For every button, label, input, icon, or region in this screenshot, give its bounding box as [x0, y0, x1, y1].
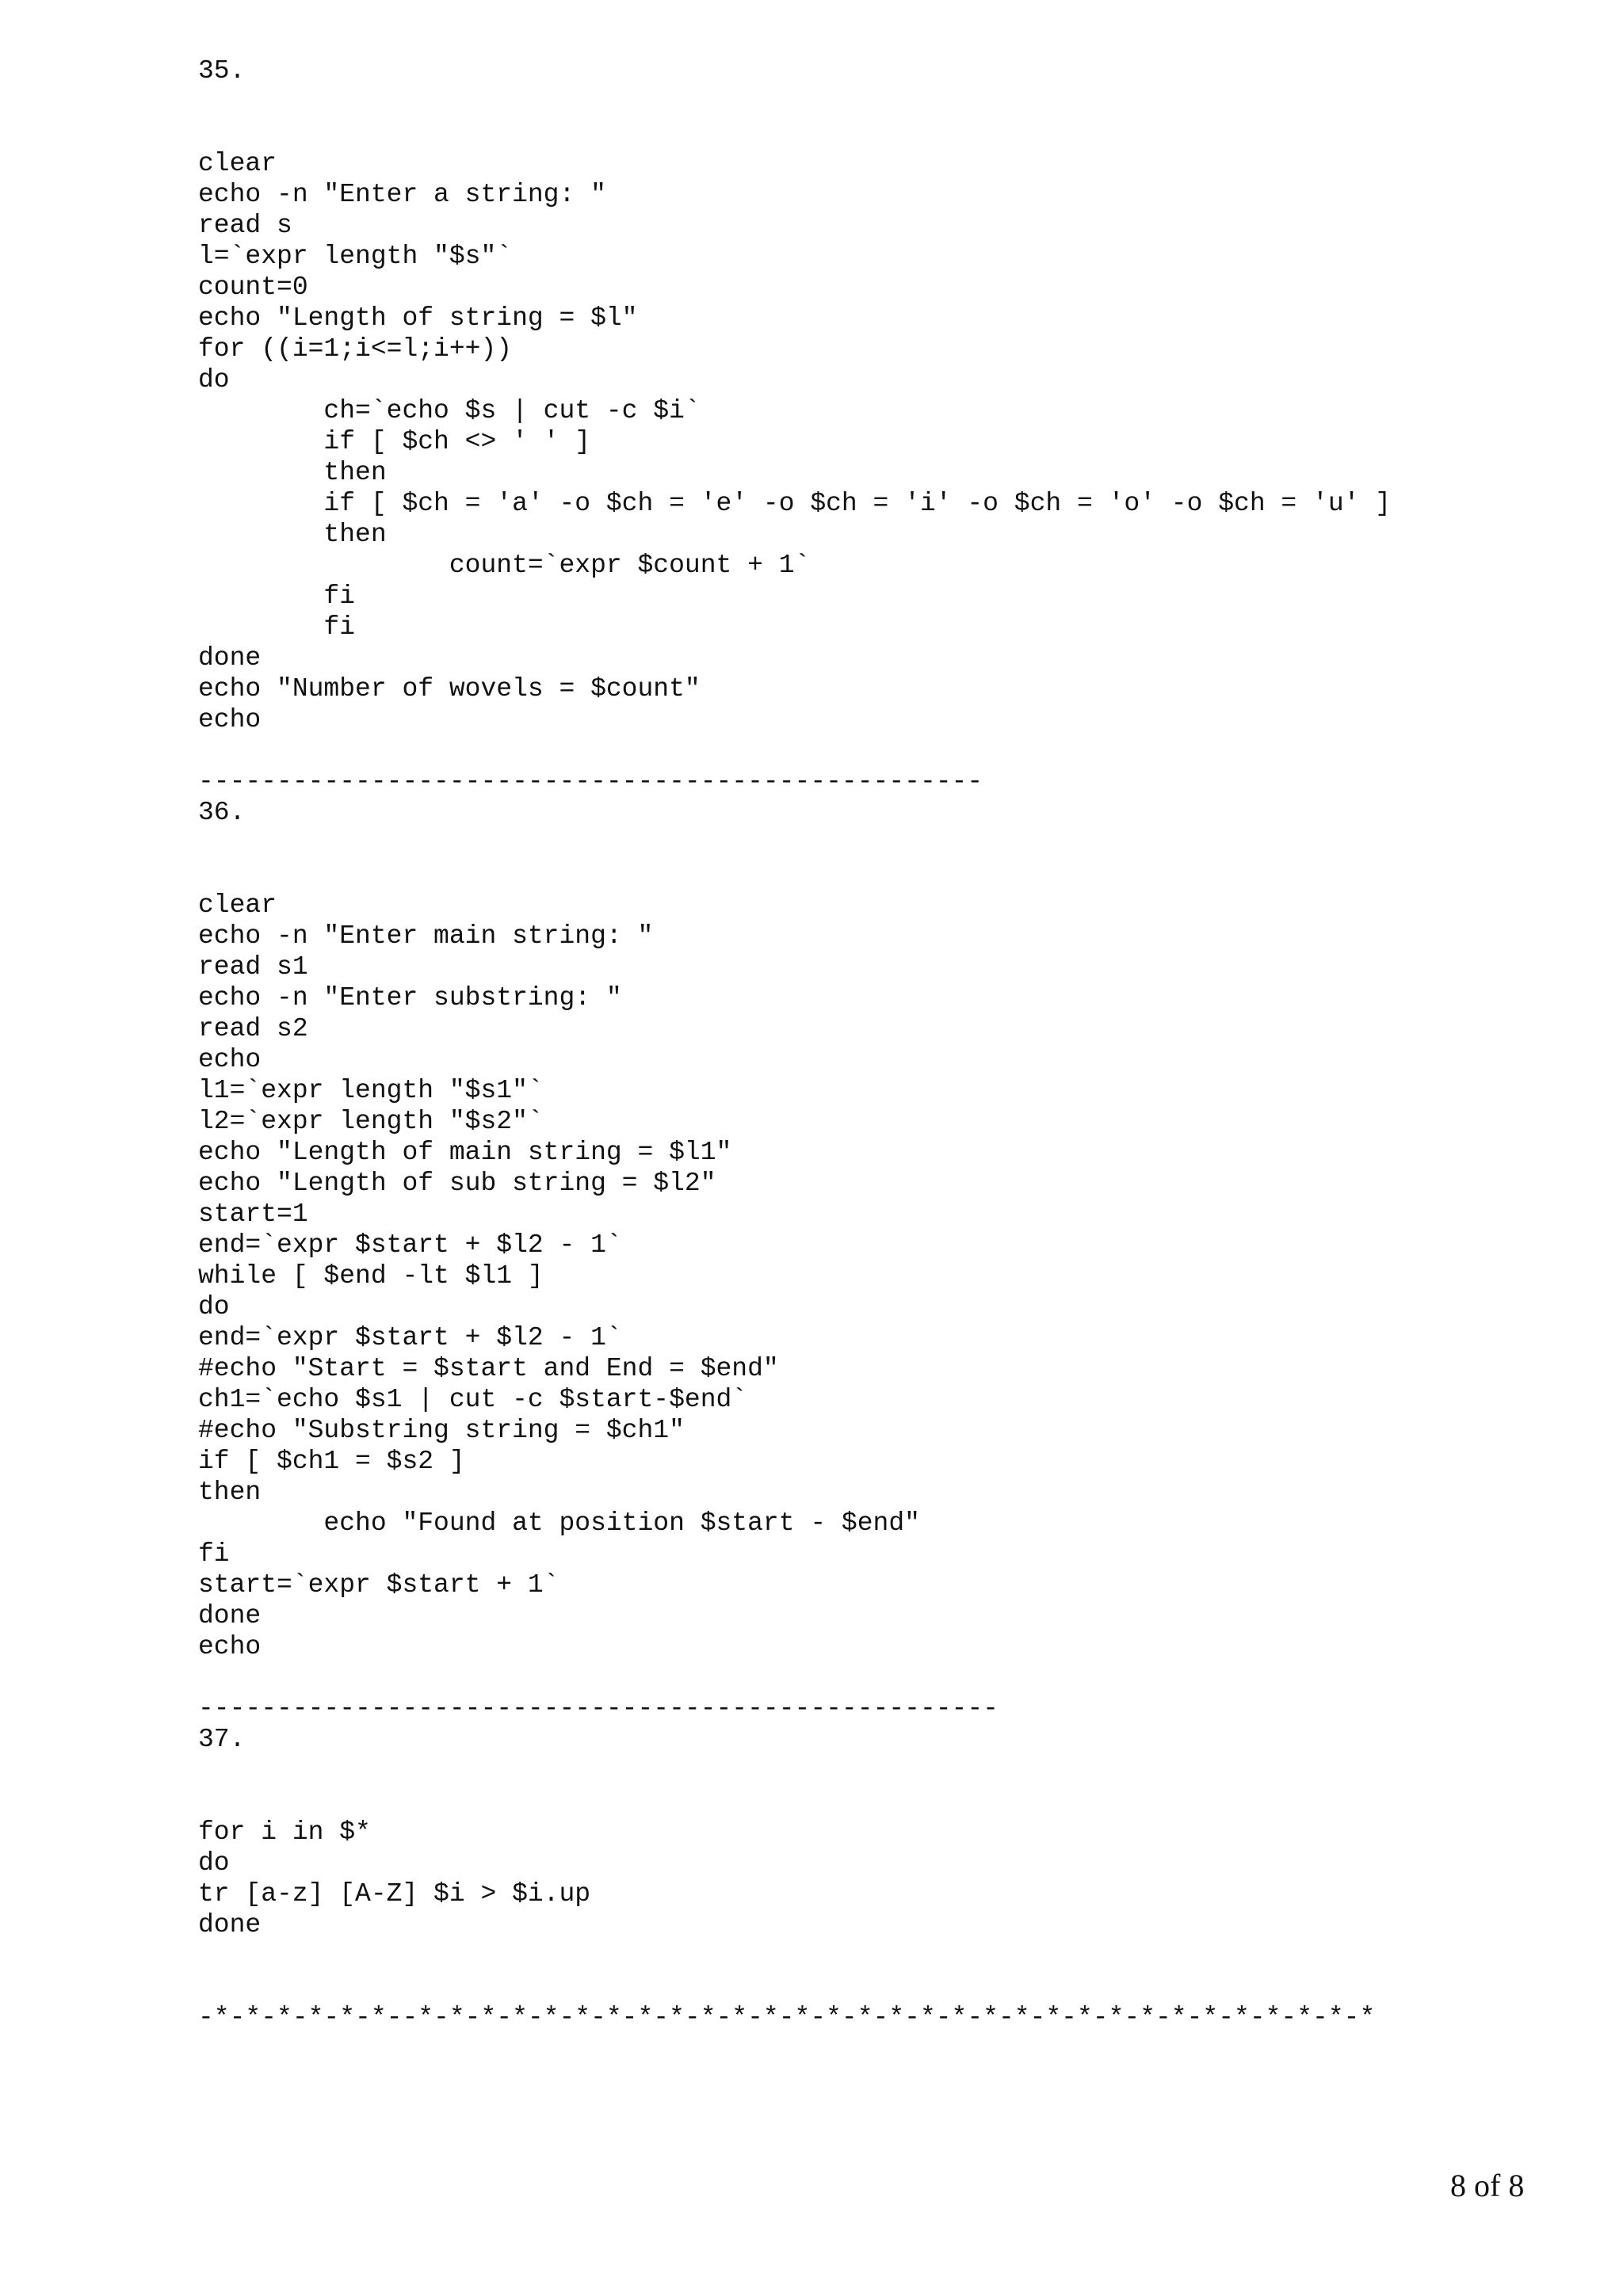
code-line: 35. — [198, 56, 246, 86]
code-line: done — [198, 643, 262, 673]
code-line: for ((i=1;i<=l;i++)) — [198, 334, 513, 364]
code-line: -------------------------------------------------- — [198, 767, 983, 796]
code-line: echo -n "Enter a string: " — [198, 180, 606, 209]
code-line: if [ $ch <> ' ' ] — [198, 427, 591, 456]
code-line: echo — [198, 705, 262, 734]
code-line: l1=`expr length "$s1"` — [198, 1076, 544, 1105]
code-line: then — [198, 520, 387, 549]
code-line: read s1 — [198, 952, 308, 982]
code-line: count=0 — [198, 273, 308, 302]
code-line: fi — [198, 1539, 230, 1569]
code-line: count=`expr $count + 1` — [198, 551, 811, 580]
code-line: echo -n "Enter main string: " — [198, 921, 654, 951]
code-line: do — [198, 365, 230, 395]
code-line: then — [198, 1478, 262, 1507]
code-line: echo "Length of main string = $l1" — [198, 1138, 732, 1167]
code-line: end=`expr $start + $l2 - 1` — [198, 1323, 622, 1352]
code-line: start=`expr $start + 1` — [198, 1570, 559, 1600]
code-line: echo -n "Enter substring: " — [198, 983, 622, 1013]
code-listing — [198, 55, 1391, 2033]
code-line: then — [198, 458, 387, 487]
code-line: --------------------------------------------------- — [198, 1694, 999, 1723]
code-line: ch=`echo $s | cut -c $i` — [198, 396, 701, 425]
code-line: clear — [198, 149, 277, 178]
code-line: end=`expr $start + $l2 - 1` — [198, 1230, 622, 1260]
code-line: echo "Found at position $start - $end" — [198, 1508, 920, 1538]
code-line: do — [198, 1848, 230, 1878]
code-line: echo "Number of wovels = $count" — [198, 674, 701, 704]
code-line: #echo "Start = $start and End = $end" — [198, 1354, 779, 1383]
code-line: 36. — [198, 798, 246, 827]
code-line: 37. — [198, 1725, 246, 1754]
code-line: fi — [198, 582, 356, 611]
page-number: 8 of 8 — [1450, 2168, 1525, 2203]
code-line: l2=`expr length "$s2"` — [198, 1107, 544, 1136]
code-line: fi — [198, 612, 356, 642]
code-line: echo "Length of string = $l" — [198, 303, 638, 333]
code-line: l=`expr length "$s"` — [198, 242, 513, 271]
code-line: #echo "Substring string = $ch1" — [198, 1416, 685, 1445]
code-line: if [ $ch = 'a' -o $ch = 'e' -o $ch = 'i' -o $ch = 'o' -o $ch = 'u' ] — [198, 489, 1392, 518]
code-line: do — [198, 1292, 230, 1322]
code-line: read s2 — [198, 1014, 308, 1043]
code-line: done — [198, 1601, 262, 1630]
code-line: start=1 — [198, 1199, 308, 1229]
code-line: for i in $* — [198, 1817, 371, 1847]
code-line: echo — [198, 1045, 262, 1074]
code-line: clear — [198, 891, 277, 920]
code-line: echo "Length of sub string = $l2" — [198, 1169, 716, 1198]
code-line: read s — [198, 211, 292, 240]
code-line: ch1=`echo $s1 | cut -c $start-$end` — [198, 1385, 748, 1414]
code-line: echo — [198, 1632, 262, 1661]
code-line: done — [198, 1910, 262, 1939]
code-line: if [ $ch1 = $s2 ] — [198, 1447, 465, 1476]
code-line: while [ $end -lt $l1 ] — [198, 1261, 544, 1291]
code-line: -*-*-*-*-*-*--*-*-*-*-*-*-*-*-*-*-*-*-*-*-*-*-*-*-*-*-*-*-*-*-*-*-*-*-*-*-* — [198, 2003, 1376, 2032]
code-line: tr [a-z] [A-Z] $i > $i.up — [198, 1879, 591, 1909]
